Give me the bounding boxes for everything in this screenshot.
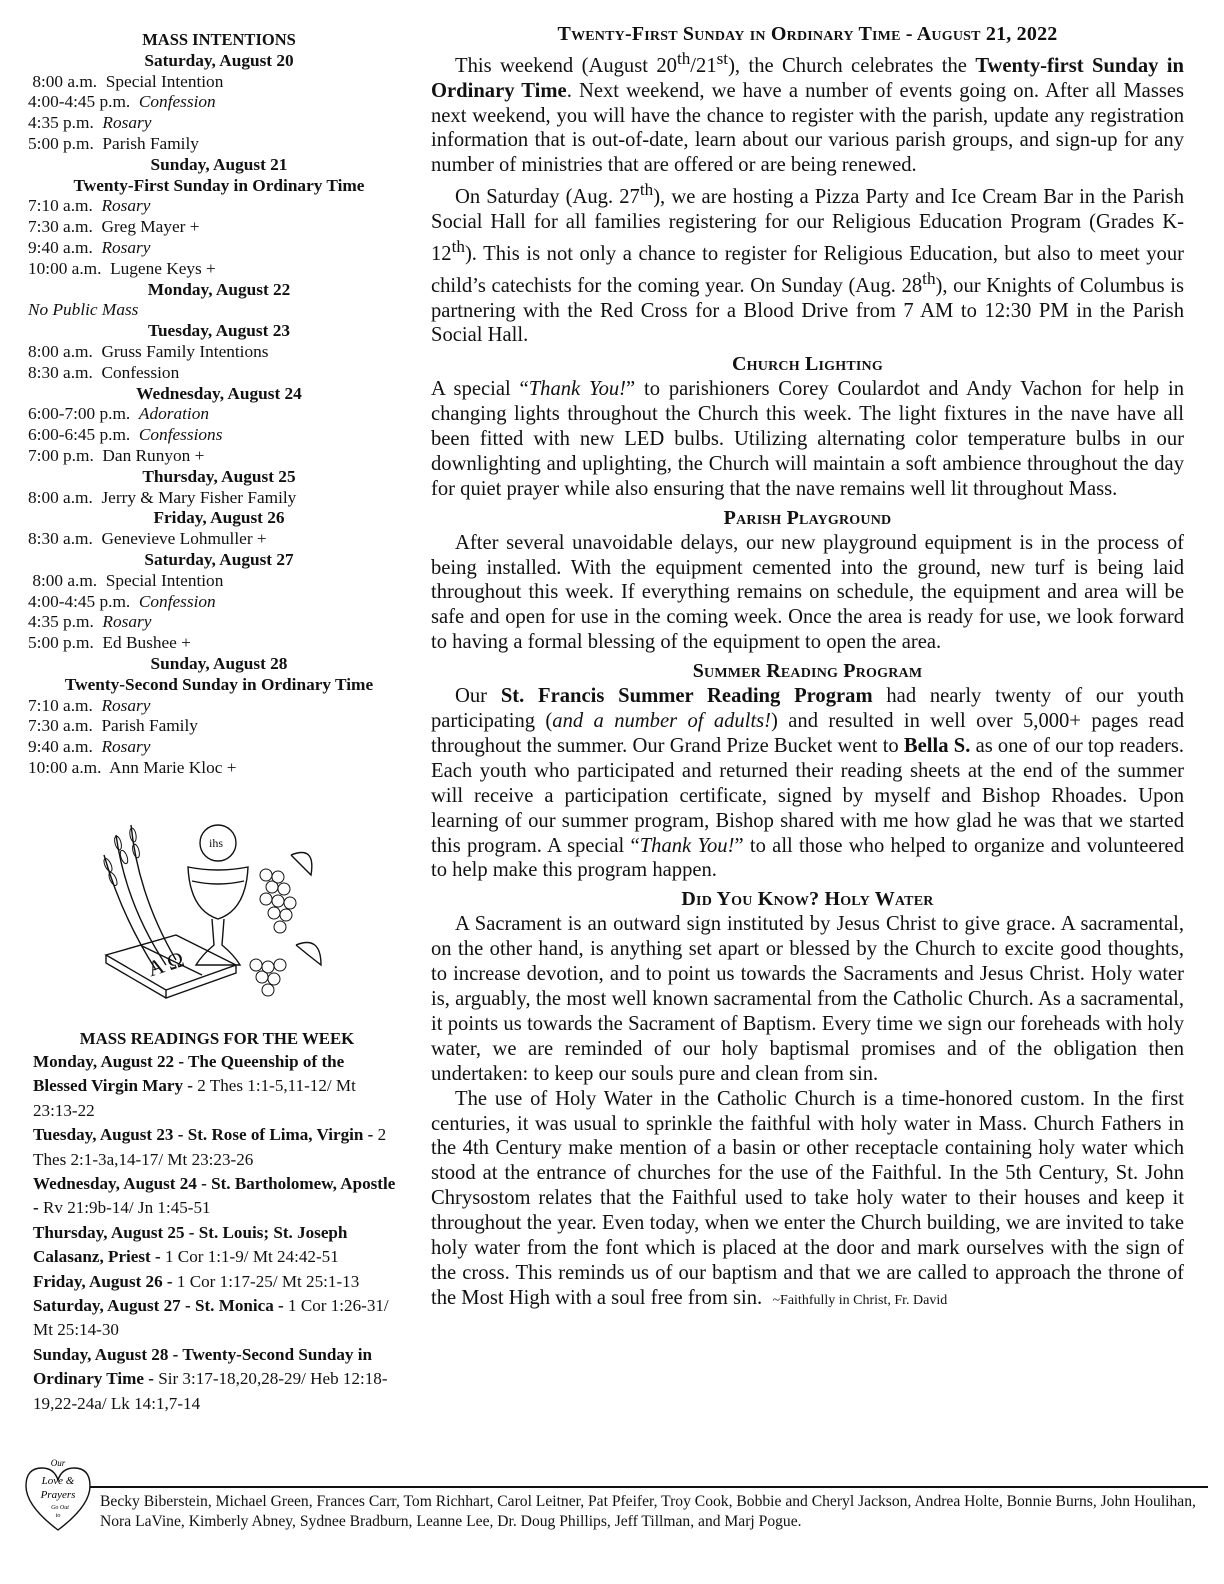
intention-time: 4:00-4:45 p.m. (28, 591, 131, 611)
intention-entry (28, 633, 410, 654)
heart-prayers-logo (20, 1458, 96, 1534)
intention-text: Rosary (102, 612, 152, 632)
intention-day-heading: Friday, August 26 (153, 508, 285, 528)
intention-time: 10:00 a.m. (28, 258, 102, 278)
reading-program-heading: Summer Reading Program (692, 660, 923, 683)
reading-day: Friday, August 26 - (33, 1271, 177, 1291)
intention-text: Confessions (138, 425, 223, 445)
lighting-heading: Church Lighting (732, 353, 883, 376)
playground-heading: Parish Playground (723, 506, 892, 529)
intention-entry (28, 696, 410, 717)
reading-day: Tuesday, August 23 - St. Rose of Lima, Virgin - (33, 1125, 378, 1145)
intention-text: Ed Bushee + (102, 633, 191, 653)
holy-water-heading: Did You Know? Holy Water (681, 888, 934, 911)
logo-word-prayers: Prayers (40, 1489, 76, 1501)
intention-text: Lugene Keys + (110, 258, 216, 278)
intention-time: 8:00 a.m. (28, 570, 98, 590)
chalice-alpha-omega-illustration (96, 815, 336, 1010)
reading-item (33, 1123, 401, 1172)
intention-entry (28, 113, 410, 134)
intention-text: Parish Family (101, 716, 198, 736)
reading-program-paragraph: Our St. Francis Summer Reading Program had nearly twenty of our youth participating (and a number of adults!) and resulted in well over 5,000+ pages read throughout the summer. Our Grand Prize Bucket went to Bella S. as one of our top readers. Each youth who participated and returned their reading sheets at the end of the summer will receive a participation certificate, signed by myself and Bishop Rhoades. Upon learning of our summer program, Bishop shared with me how glad he was that we started this program. A special “Thank You!” to all those who helped to organize and volunteered to help make this program happen. (431, 685, 1184, 882)
mass-readings (33, 1028, 401, 1416)
intention-entry (28, 571, 410, 592)
chalice-ihs-text: ihs (208, 836, 224, 850)
intention-time: 8:30 a.m. (28, 362, 93, 382)
reading-refs: 2 Thes 1:1-5,11-12/ Mt 23:13-22 (33, 1076, 356, 1120)
intention-entry (28, 300, 410, 321)
intention-time: 5:00 p.m. (28, 633, 94, 653)
intention-text: Confession (138, 92, 216, 112)
intention-entry (28, 92, 410, 113)
intention-entry (28, 425, 410, 446)
intention-time: 8:30 a.m. (28, 529, 93, 549)
intention-text: Rosary (101, 695, 151, 715)
intention-entry (28, 612, 410, 633)
intention-text: Rosary (101, 237, 151, 257)
intention-time: 9:40 a.m. (28, 237, 93, 257)
prayer-names: Becky Biberstein, Michael Green, Frances Carr, Tom Richhart, Carol Leitner, Pat Pfeifer, Troy Cook, Bobbie and Cheryl Jackson, Andrea Holte, Bonnie Burns, John Houlihan, Nora LaVine, Kimberly Abney, Sydnee Bradburn, Leanne Lee, Dr. Doug Phillips, Jeff Tillman, and Marj Pogue. (100, 1493, 1196, 1530)
reading-day: Wednesday, August 24 - St. Bartholomew, Apostle - (33, 1174, 396, 1218)
logo-word-go-out: Go Out (51, 1505, 69, 1511)
intention-entry (28, 217, 410, 238)
intentions-list (28, 51, 410, 779)
reading-day: Thursday, August 25 - St. Louis; St. Joseph Calasanz, Priest - (33, 1222, 348, 1267)
intention-entry (28, 488, 410, 509)
intention-entry (28, 446, 410, 467)
intention-entry (28, 758, 410, 779)
intention-day-heading: Sunday, August 28 (150, 653, 288, 673)
holy-water-paragraph-2: The use of Holy Water in the Catholic Church is a time-honored custom. In the first centuries, it was usual to sprinkle the faithful with holy water in Mass. Church Fathers in the 4th Century make mention of a basin or other receptacle containing holy water which stood at the entrance of churches for the use of the Faithful. In the 5th Century, St. John Chrysostom relates that the Faithful used to take holy water to their houses and keep it throughout the year. Even today, when we enter the Church building, we are invited to take holy water from the font which is placed at the door and mark ourselves with the sign of the cross. This reminds us of our baptism and that we are called to approach the throne of the Most High with a soul free from sin. ~Faithfully in Christ, Fr. David (431, 1087, 1184, 1309)
intention-day-subtitle: Twenty-Second Sunday in Ordinary Time (64, 674, 374, 694)
main-heading: Twenty-First Sunday in Ordinary Time - August 21, 2022 (557, 23, 1058, 45)
intention-time: 7:00 p.m. (28, 445, 94, 465)
intention-entry (28, 259, 410, 280)
intention-text: Parish Family (102, 133, 199, 153)
reading-refs: 1 Cor 1:1-9/ Mt 24:42-51 (164, 1247, 339, 1267)
reading-item (33, 1172, 401, 1221)
intention-time: 6:00-7:00 p.m. (28, 404, 131, 424)
intention-entry (28, 342, 410, 363)
intro-paragraph-2: On Saturday (Aug. 27th), we are hosting a Pizza Party and Ice Cream Bar in the Parish Social Hall for all families registering for our Religious Education Program (Grades K-12th). This is not only a chance to register for Religious Education, but also to meet your child’s catechists for the coming year. On Sunday (Aug. 28th), our Knights of Columbus is partnering with the Red Cross for a Blood Drive from 7 AM to 12:30 PM in the Parish Social Hall. (431, 180, 1184, 347)
intention-text: No Public Mass (28, 300, 139, 320)
lighting-paragraph: A special “Thank You!” to parishioners Corey Coulardot and Andy Vachon for help in changing lights throughout the Church this week. The light fixtures in the nave have all been fitted with new LED bulbs. Utilizing alternating color temperature bulbs in our downlighting and uplighting, the Church will maintain a soft ambience throughout the day for quiet prayer while also ensuring that the nave remains well lit throughout Mass. (431, 378, 1184, 500)
reading-refs: Rv 21:9b-14/ Jn 1:45-51 (42, 1198, 211, 1218)
intention-time: 8:00 a.m. (28, 341, 93, 361)
intention-day-heading: Monday, August 22 (147, 279, 291, 299)
intention-day-heading: Saturday, August 27 (144, 549, 294, 569)
readings-list (33, 1050, 401, 1416)
signature: ~Faithfully in Christ, Fr. David (772, 1292, 948, 1308)
intention-entry (28, 196, 410, 217)
logo-word-our: Our (50, 1458, 66, 1468)
intention-entry (28, 404, 410, 425)
reading-item (33, 1050, 401, 1123)
intention-text: Dan Runyon + (102, 445, 205, 465)
intention-text: Rosary (102, 113, 152, 133)
intention-day-heading: Saturday, August 20 (144, 50, 294, 70)
intention-time: 7:10 a.m. (28, 695, 93, 715)
intention-time: 10:00 a.m. (28, 757, 102, 777)
intention-time: 4:00-4:45 p.m. (28, 92, 131, 112)
reading-item (33, 1270, 401, 1294)
reading-day: Saturday, August 27 - St. Monica - (33, 1296, 289, 1316)
logo-word-to: to (55, 1513, 61, 1519)
intention-text: Rosary (101, 737, 151, 757)
reading-day: Monday, August 22 - The Queenship of the Blessed Virgin Mary - (33, 1052, 345, 1096)
intention-text: Confession (138, 591, 216, 611)
footer-rule (90, 1486, 1208, 1488)
book-alpha-omega-text: A Ω (144, 946, 187, 982)
intention-text: Gruss Family Intentions (101, 341, 269, 361)
intention-text: Confession (101, 362, 180, 382)
prayer-list-footer (20, 1458, 1204, 1538)
intention-entry (28, 363, 410, 384)
reading-item (33, 1294, 401, 1343)
intention-time: 6:00-6:45 p.m. (28, 425, 131, 445)
intention-time: 7:30 a.m. (28, 716, 93, 736)
intention-text: Greg Mayer + (101, 217, 200, 237)
intention-time: 7:30 a.m. (28, 217, 93, 237)
reading-refs: 1 Cor 1:26-31/ Mt 25:14-30 (33, 1296, 389, 1340)
mass-intentions (28, 30, 410, 779)
readings-title: MASS READINGS FOR THE WEEK (79, 1029, 355, 1048)
intention-day-heading: Sunday, August 21 (150, 154, 288, 174)
intention-time: 8:00 a.m. (28, 487, 93, 507)
intention-day-subtitle: Twenty-First Sunday in Ordinary Time (73, 175, 365, 195)
intention-entry (28, 716, 410, 737)
reading-day: Sunday, August 28 - Twenty-Second Sunday in Ordinary Time - (33, 1344, 372, 1389)
intention-time: 7:10 a.m. (28, 196, 93, 216)
intention-time: 4:35 p.m. (28, 612, 94, 632)
main-column (431, 22, 1184, 1314)
intention-text: Special Intention (105, 570, 224, 590)
intention-text: Genevieve Lohmuller + (101, 529, 267, 549)
holy-water-paragraph-1: A Sacrament is an outward sign instituted by Jesus Christ to give grace. A sacramental, on the other hand, is anything set apart or blessed by the Church to excite good thoughts, to increase devotion, and to point us towards the Sacraments and Jesus Christ. Holy water is, arguably, the most well known sacramental from the Catholic Church. As a sacramental, it points us towards the Sacrament of Baptism. Every time we sign our foreheads with holy water, we are reminded of our holy baptismal promises and of the obligation then undertaken: to keep our souls pure and clean from sin. (431, 913, 1184, 1085)
intention-entry (28, 134, 410, 155)
mass-intentions-title: MASS INTENTIONS (142, 30, 296, 49)
intention-text: Special Intention (105, 71, 224, 91)
intention-day-heading: Thursday, August 25 (142, 466, 296, 486)
intention-entry (28, 529, 410, 550)
intention-text: Rosary (101, 196, 151, 216)
playground-paragraph: After several unavoidable delays, our new playground equipment is in the process of being installed. With the equipment cemented into the ground, new turf is being laid throughout this week. If everything remains on schedule, the equipment and area will be safe and open for use in the coming week. Once the area is ready for use, we look forward to having a formal blessing of the equipment to open the area. (431, 531, 1184, 654)
logo-word-love: Love & (41, 1475, 75, 1487)
intention-entry (28, 72, 410, 93)
intention-time: 9:40 a.m. (28, 737, 93, 757)
intention-day-heading: Wednesday, August 24 (136, 383, 302, 403)
intention-day-heading: Tuesday, August 23 (148, 321, 290, 341)
intention-text: Ann Marie Kloc + (109, 757, 237, 777)
intention-time: 5:00 p.m. (28, 133, 94, 153)
reading-refs: 2 Thes 2:1-3a,14-17/ Mt 23:23-26 (33, 1125, 387, 1169)
intention-time: 8:00 a.m. (28, 71, 98, 91)
reading-item (33, 1221, 401, 1270)
intention-time: 4:35 p.m. (28, 113, 94, 133)
intention-entry (28, 238, 410, 259)
intention-text: Adoration (138, 404, 209, 424)
intention-entry (28, 592, 410, 613)
intention-text: Jerry & Mary Fisher Family (101, 487, 297, 507)
intro-paragraph-1: This weekend (August 20th/21st), the Church celebrates the Twenty-first Sunday in Ordinary Time. Next weekend, we have a number of events going on. After all Masses next weekend, you will have the chance to register with the parish, update any registration information that is out-of-date, learn about our various parish groups, and sign-up for any number of ministries that are offered or are being renewed. (431, 48, 1184, 177)
reading-item (33, 1343, 401, 1416)
reading-refs: Sir 3:17-18,20,28-29/ Heb 12:18-19,22-24a/ Lk 14:1,7-14 (33, 1369, 388, 1413)
intention-entry (28, 737, 410, 758)
reading-refs: 1 Cor 1:17-25/ Mt 25:1-13 (176, 1271, 360, 1291)
